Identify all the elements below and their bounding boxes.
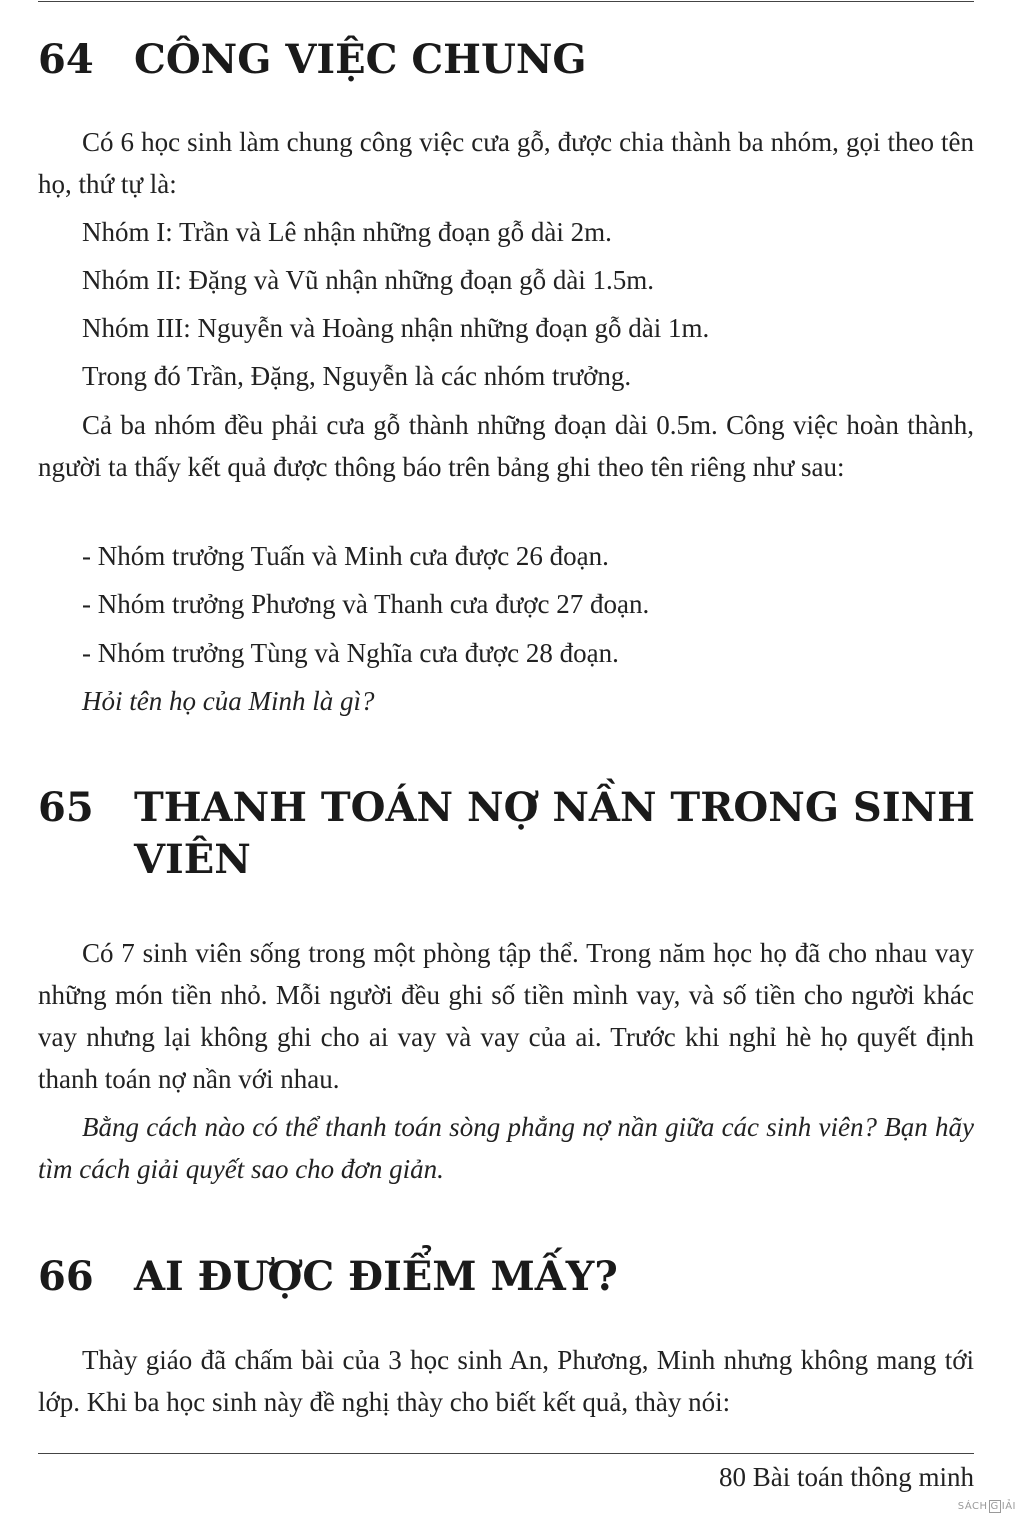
list-item: - Nhóm trưởng Tuấn và Minh cưa được 26 đoạn. <box>82 541 609 571</box>
paragraph: Nhóm II: Đặng và Vũ nhận những đoạn gỗ dài 1.5m. <box>82 265 655 295</box>
paragraph: Trong đó Trần, Đặng, Nguyễn là các nhóm trưởng. <box>82 361 632 391</box>
section-heading-65 <box>38 782 1014 886</box>
footer-book-title: 80 Bài toán thông minh <box>719 1462 974 1492</box>
question: Bằng cách nào có thể thanh toán sòng phẳng nợ nần giữa các sinh viên? Bạn hãy tìm cách giải quyết sao cho đơn giản. <box>38 1112 974 1184</box>
question: Hỏi tên họ của Minh là gì? <box>82 686 375 716</box>
section-heading-66 <box>38 1251 1014 1303</box>
section-number: 66 <box>38 1253 94 1300</box>
paragraph: Có 7 sinh viên sống trong một phòng tập thể. Trong năm học họ đã cho nhau vay những món tiền nhỏ. Mỗi người đều ghi số tiền mình vay, và số tiền cho người khác vay nhưng lại không ghi cho ai vay và vay của ai. Trước khi nghỉ hè họ quyết định thanh toán nợ nần với nhau. <box>38 938 974 1094</box>
paragraph: Cả ba nhóm đều phải cưa gỗ thành những đoạn dài 0.5m. Công việc hoàn thành, người ta thấy kết quả được thông báo trên bảng ghi theo tên riêng như sau: <box>38 410 974 482</box>
section-heading-64 <box>38 34 1014 86</box>
section-number: 65 <box>38 784 94 831</box>
paragraph: Nhóm I: Trần và Lê nhận những đoạn gỗ dài 2m. <box>82 217 612 247</box>
paragraph: Thày giáo đã chấm bài của 3 học sinh An, Phương, Minh nhưng không mang tới lớp. Khi ba học sinh này đề nghị thày cho biết kết quả, thày nói: <box>38 1345 974 1417</box>
paragraph: Có 6 học sinh làm chung công việc cưa gỗ, được chia thành ba nhóm, gọi theo tên họ, thứ tự là: <box>38 127 974 199</box>
section-title: AI ĐƯỢC ĐIỂM MẤY? <box>134 1253 618 1300</box>
watermark-suffix: IẢI <box>1001 1501 1016 1512</box>
watermark-prefix: SÁCH <box>957 1501 988 1512</box>
bottom-rule <box>38 1453 974 1454</box>
list-item: - Nhóm trưởng Tùng và Nghĩa cưa được 28 đoạn. <box>82 638 619 668</box>
list-item: - Nhóm trưởng Phương và Thanh cưa được 27 đoạn. <box>82 589 650 619</box>
watermark-logo <box>958 1500 1016 1513</box>
watermark-boxed-letter: G <box>990 1501 999 1512</box>
paragraph: Nhóm III: Nguyễn và Hoàng nhận những đoạn gỗ dài 1m. <box>82 313 710 343</box>
top-rule <box>38 1 974 2</box>
section-title: THANH TOÁN NỢ NẦN TRONG SINH VIÊN <box>134 784 975 883</box>
section-title: CÔNG VIỆC CHUNG <box>134 36 587 83</box>
section-number: 64 <box>38 36 94 83</box>
